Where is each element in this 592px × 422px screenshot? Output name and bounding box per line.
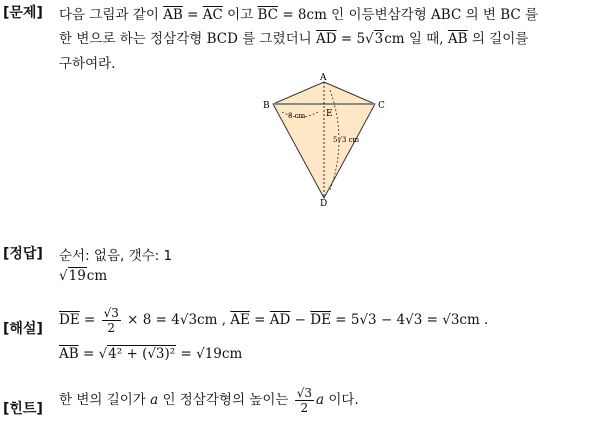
problem-line-2: 한 변으로 하는 정삼각형 BCD 를 그렸더니 $\overline{AD} = 5√3cm$ 일 때, $\overline{AB}$ 의 길이를 bbox=[59, 31, 529, 47]
label-bc-length: 8 cm bbox=[288, 112, 306, 120]
label-e: E bbox=[326, 109, 333, 119]
answer-line-1: 순서: 없음, 갯수: 1 bbox=[59, 248, 173, 264]
hint-line: 한 변의 길이가 a 인 정삼각형의 높이는 $\frac{√3}{2}$ a 이다. bbox=[59, 386, 359, 415]
problem-tag: [문제] bbox=[3, 5, 43, 21]
problem-line-1: 다음 그림과 같이 $\overline{AB} = \overline{AC}$ 이고 $\overline{BC} = 8cm$ 인 이등변삼각형 ABC 의 변 BC 를 bbox=[59, 7, 539, 23]
label-b: B bbox=[263, 101, 270, 111]
problem-line-3: 구하여라. bbox=[59, 56, 116, 72]
label-a: A bbox=[320, 73, 327, 83]
solution-tag: [해설] bbox=[3, 321, 43, 337]
solution-line-2: $\overline{AB} = √4^2 + (√3)^2 = √19cm$ bbox=[59, 346, 243, 362]
hint-fraction: $\frac{√3}{2}$ bbox=[296, 386, 313, 415]
fraction: $\frac{√3}{2}$ bbox=[103, 306, 119, 335]
answer-tag: [정답] bbox=[3, 246, 43, 262]
solution-line-1: $\overline{DE}$ = $\frac{√3}{2}$ × 8 = 4√3cm , $\overline{AE} = \overline{AD} - \overline{DE} = 5√3 - 4√3 = √3cm$ . bbox=[59, 306, 489, 335]
label-d: D bbox=[320, 199, 328, 209]
label-ad-length: 5√3 cm bbox=[333, 136, 360, 144]
answer-value: √19cm bbox=[59, 268, 108, 284]
hint-tag: [힌트] bbox=[3, 401, 43, 417]
label-c: C bbox=[378, 101, 385, 111]
